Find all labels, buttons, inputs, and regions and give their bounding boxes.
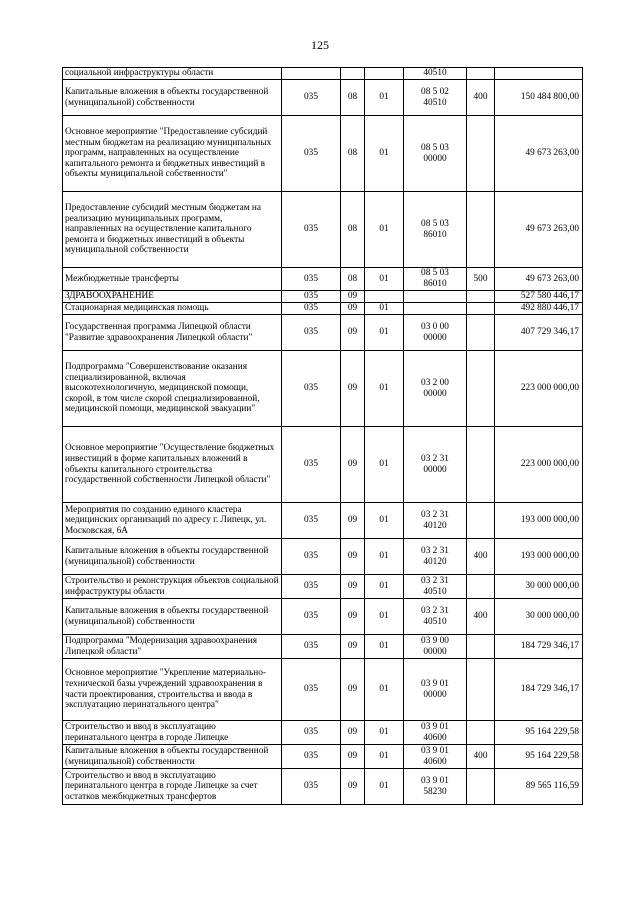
section-code-cell: 09	[341, 303, 365, 315]
budget-table	[62, 67, 583, 805]
target-article-cell: 03 2 31 40510	[404, 599, 467, 635]
target-article-cell: 03 2 31 00000	[404, 427, 467, 503]
table-row	[63, 80, 583, 116]
table-row	[63, 291, 583, 303]
section-code-cell: 09	[341, 599, 365, 635]
table-row	[63, 503, 583, 539]
table-row	[63, 769, 583, 805]
item-name-cell: Основное мероприятие "Предоставление субсидий местным бюджетам на реализацию муниципальных программ, направленных на осуществление капитального ремонта и бюджетных инвестиций в объекты муниципальной собственности"	[63, 116, 282, 192]
table-row	[63, 721, 583, 745]
item-name-cell: Капитальные вложения в объекты государственной (муниципальной) собственности	[63, 745, 282, 769]
subsection-code-cell: 01	[365, 351, 404, 427]
section-code-cell: 08	[341, 192, 365, 268]
amount-cell: 527 580 446,17	[495, 291, 583, 303]
ministry-code-cell: 035	[282, 659, 341, 721]
amount-cell: 150 484 800,00	[495, 80, 583, 116]
ministry-code-cell	[282, 68, 341, 80]
amount-cell: 95 164 229,58	[495, 745, 583, 769]
expense-type-cell	[467, 192, 495, 268]
expense-type-cell	[467, 575, 495, 599]
table-body	[63, 68, 583, 805]
expense-type-cell	[467, 659, 495, 721]
table-row	[63, 315, 583, 351]
target-article-cell: 03 9 01 00000	[404, 659, 467, 721]
amount-cell: 193 000 000,00	[495, 503, 583, 539]
table-row	[63, 745, 583, 769]
target-article-cell: 03 2 31 40120	[404, 539, 467, 575]
subsection-code-cell: 01	[365, 116, 404, 192]
subsection-code-cell: 01	[365, 268, 404, 291]
table-row	[63, 599, 583, 635]
ministry-code-cell: 035	[282, 745, 341, 769]
target-article-cell: 03 9 00 00000	[404, 635, 467, 659]
amount-cell: 193 000 000,00	[495, 539, 583, 575]
amount-cell	[495, 68, 583, 80]
amount-cell: 407 729 346,17	[495, 315, 583, 351]
item-name-cell: Стационарная медицинская помощь	[63, 303, 282, 315]
table-row	[63, 539, 583, 575]
target-article-cell: 03 2 31 40510	[404, 575, 467, 599]
subsection-code-cell: 01	[365, 659, 404, 721]
expense-type-cell	[467, 769, 495, 805]
target-article-cell: 08 5 03 86010	[404, 268, 467, 291]
subsection-code-cell: 01	[365, 427, 404, 503]
ministry-code-cell: 035	[282, 599, 341, 635]
item-name-cell: Мероприятия по созданию единого кластера медицинских организаций по адресу г. Липецк, ул. Московская, 6А	[63, 503, 282, 539]
amount-cell: 223 000 000,00	[495, 427, 583, 503]
ministry-code-cell: 035	[282, 192, 341, 268]
target-article-cell	[404, 291, 467, 303]
target-article-cell: 03 9 01 40600	[404, 745, 467, 769]
expense-type-cell	[467, 68, 495, 80]
target-article-cell: 03 9 01 58230	[404, 769, 467, 805]
item-name-cell: ЗДРАВООХРАНЕНИЕ	[63, 291, 282, 303]
item-name-cell: Строительство и ввод в эксплуатацию перинатального центра в городе Липецке за счет остатков межбюджетных трансфертов	[63, 769, 282, 805]
section-code-cell: 09	[341, 635, 365, 659]
amount-cell: 30 000 000,00	[495, 575, 583, 599]
subsection-code-cell: 01	[365, 80, 404, 116]
amount-cell: 49 673 263,00	[495, 192, 583, 268]
table-row	[63, 116, 583, 192]
ministry-code-cell: 035	[282, 116, 341, 192]
table-row	[63, 68, 583, 80]
item-name-cell: Строительство и ввод в эксплуатацию перинатального центра в городе Липецке	[63, 721, 282, 745]
subsection-code-cell: 01	[365, 745, 404, 769]
item-name-cell: социальной инфраструктуры области	[63, 68, 282, 80]
amount-cell: 49 673 263,00	[495, 116, 583, 192]
expense-type-cell: 500	[467, 268, 495, 291]
expense-type-cell: 400	[467, 745, 495, 769]
item-name-cell: Капитальные вложения в объекты государственной (муниципальной) собственности	[63, 539, 282, 575]
expense-type-cell: 400	[467, 80, 495, 116]
section-code-cell: 09	[341, 291, 365, 303]
table-row	[63, 268, 583, 291]
ministry-code-cell: 035	[282, 635, 341, 659]
subsection-code-cell: 01	[365, 539, 404, 575]
amount-cell: 49 673 263,00	[495, 268, 583, 291]
section-code-cell: 09	[341, 575, 365, 599]
subsection-code-cell: 01	[365, 635, 404, 659]
ministry-code-cell: 035	[282, 721, 341, 745]
target-article-cell: 08 5 03 86010	[404, 192, 467, 268]
amount-cell: 223 000 000,00	[495, 351, 583, 427]
subsection-code-cell: 01	[365, 303, 404, 315]
ministry-code-cell: 035	[282, 539, 341, 575]
expense-type-cell	[467, 721, 495, 745]
amount-cell: 184 729 346,17	[495, 635, 583, 659]
section-code-cell: 09	[341, 769, 365, 805]
section-code-cell: 08	[341, 116, 365, 192]
ministry-code-cell: 035	[282, 769, 341, 805]
ministry-code-cell: 035	[282, 80, 341, 116]
item-name-cell: Предоставление субсидий местным бюджетам на реализацию муниципальных программ, направленных на осуществление капитального ремонта и бюджетных инвестиций в объекты муниципальной собственности	[63, 192, 282, 268]
table-row	[63, 192, 583, 268]
subsection-code-cell: 01	[365, 192, 404, 268]
item-name-cell: Капитальные вложения в объекты государственной (муниципальной) собственности	[63, 80, 282, 116]
amount-cell: 95 164 229,58	[495, 721, 583, 745]
ministry-code-cell: 035	[282, 575, 341, 599]
expense-type-cell: 400	[467, 599, 495, 635]
expense-type-cell	[467, 303, 495, 315]
expense-type-cell	[467, 315, 495, 351]
item-name-cell: Строительство и реконструкция объектов социальной инфраструктуры области	[63, 575, 282, 599]
item-name-cell: Подпрограмма "Совершенствование оказания специализированной, включая высокотехнологичную, медицинской помощи, скорой, в том числе скорой специализированной, медицинской помощи, медицинской эвакуации"	[63, 351, 282, 427]
subsection-code-cell: 01	[365, 503, 404, 539]
ministry-code-cell: 035	[282, 503, 341, 539]
target-article-cell: 03 0 00 00000	[404, 315, 467, 351]
target-article-cell: 03 9 01 40600	[404, 721, 467, 745]
target-article-cell: 03 2 00 00000	[404, 351, 467, 427]
item-name-cell: Подпрограмма "Модернизация здравоохранения Липецкой области"	[63, 635, 282, 659]
table-row	[63, 659, 583, 721]
item-name-cell: Основное мероприятие "Укрепление материально-технической базы учреждений здравоохранения в части проектирования, строительства и ввода в эксплуатацию перинатального центра"	[63, 659, 282, 721]
amount-cell: 89 565 116,59	[495, 769, 583, 805]
subsection-code-cell	[365, 68, 404, 80]
amount-cell: 492 880 446,17	[495, 303, 583, 315]
target-article-cell: 40510	[404, 68, 467, 80]
expense-type-cell	[467, 116, 495, 192]
amount-cell: 184 729 346,17	[495, 659, 583, 721]
ministry-code-cell: 035	[282, 303, 341, 315]
subsection-code-cell: 01	[365, 721, 404, 745]
page-number: 125	[311, 38, 329, 52]
section-code-cell: 09	[341, 539, 365, 575]
subsection-code-cell: 01	[365, 769, 404, 805]
expense-type-cell	[467, 291, 495, 303]
expense-type-cell	[467, 635, 495, 659]
subsection-code-cell	[365, 291, 404, 303]
section-code-cell: 08	[341, 268, 365, 291]
expense-type-cell	[467, 503, 495, 539]
section-code-cell: 09	[341, 315, 365, 351]
section-code-cell: 09	[341, 503, 365, 539]
table-row	[63, 351, 583, 427]
ministry-code-cell: 035	[282, 291, 341, 303]
table-row	[63, 303, 583, 315]
table-row	[63, 635, 583, 659]
ministry-code-cell: 035	[282, 351, 341, 427]
expense-type-cell: 400	[467, 539, 495, 575]
target-article-cell: 03 2 31 40120	[404, 503, 467, 539]
ministry-code-cell: 035	[282, 315, 341, 351]
table-row	[63, 575, 583, 599]
section-code-cell: 08	[341, 80, 365, 116]
table-row	[63, 427, 583, 503]
target-article-cell	[404, 303, 467, 315]
section-code-cell: 09	[341, 351, 365, 427]
subsection-code-cell: 01	[365, 575, 404, 599]
section-code-cell: 09	[341, 659, 365, 721]
ministry-code-cell: 035	[282, 268, 341, 291]
target-article-cell: 08 5 02 40510	[404, 80, 467, 116]
section-code-cell: 09	[341, 745, 365, 769]
item-name-cell: Межбюджетные трансферты	[63, 268, 282, 291]
section-code-cell: 09	[341, 427, 365, 503]
item-name-cell: Основное мероприятие "Осуществление бюджетных инвестиций в форме капитальных вложений в объекты капитального строительства государственной собственности Липецкой области"	[63, 427, 282, 503]
ministry-code-cell: 035	[282, 427, 341, 503]
section-code-cell: 09	[341, 721, 365, 745]
expense-type-cell	[467, 427, 495, 503]
section-code-cell	[341, 68, 365, 80]
amount-cell: 30 000 000,00	[495, 599, 583, 635]
item-name-cell: Государственная программа Липецкой области "Развитие здравоохранения Липецкой области"	[63, 315, 282, 351]
subsection-code-cell: 01	[365, 599, 404, 635]
item-name-cell: Капитальные вложения в объекты государственной (муниципальной) собственности	[63, 599, 282, 635]
target-article-cell: 08 5 03 00000	[404, 116, 467, 192]
subsection-code-cell: 01	[365, 315, 404, 351]
expense-type-cell	[467, 351, 495, 427]
